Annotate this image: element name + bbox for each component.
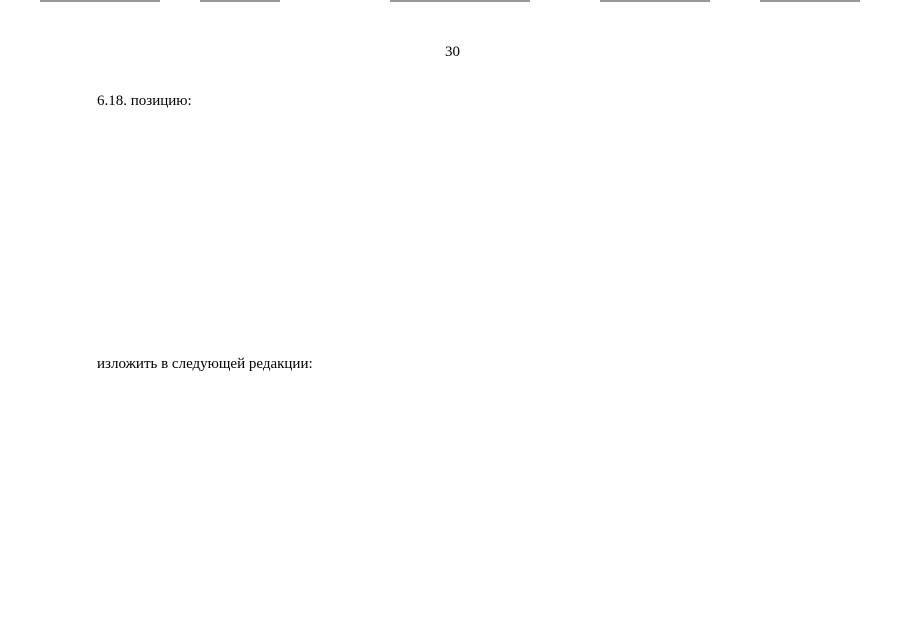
scan-edge-line	[760, 0, 860, 2]
new-edition-heading: изложить в следующей редакции:	[97, 356, 313, 372]
scan-edge-line	[390, 0, 530, 2]
scan-edge-line	[40, 0, 160, 2]
page-number: 30	[445, 44, 460, 60]
position-heading: 6.18. позицию:	[97, 93, 192, 109]
scan-edge-line	[200, 0, 280, 2]
scan-edge-line	[600, 0, 710, 2]
